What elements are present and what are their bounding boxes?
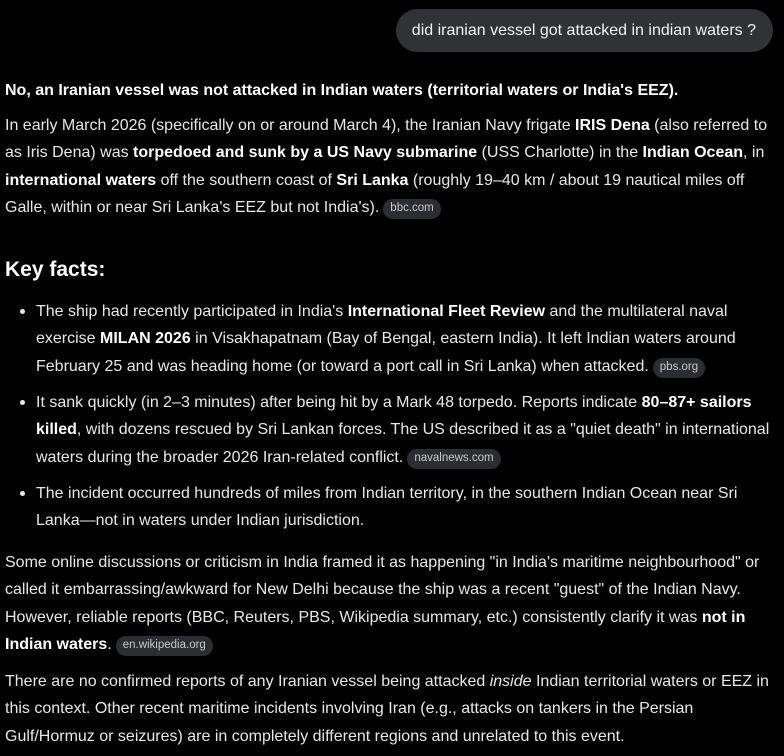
fact-1-text-3: in Visakhapatnam (Bay of Bengal, eastern India). It left Indian waters around February 25 and was heading home (or toward a port call in Sri Lanka) when attacked. bbox=[36, 330, 736, 375]
intro-text-3: (USS Charlotte) in the bbox=[477, 144, 643, 161]
intro-text-5: off the southern coast of bbox=[156, 171, 337, 189]
intro-text-6: (roughly 19–40 km / about 19 nautical miles off Galle, within or near Sri Lanka's EEZ but not India's). bbox=[5, 171, 745, 216]
source-chip-wikipedia[interactable]: en.wikipedia.org bbox=[116, 636, 213, 656]
intro-bold-international-waters: international waters bbox=[5, 171, 157, 189]
user-message-row bbox=[396, 9, 773, 52]
answer-lead bbox=[5, 77, 777, 105]
fact-2-bold-sailors-killed: 80–87+ sailors killed bbox=[36, 393, 752, 438]
intro-paragraph bbox=[5, 112, 777, 222]
key-fact-item bbox=[5, 298, 777, 381]
answer-lead-text: No, an Iranian vessel was not attacked in Indian waters (territorial waters or India's EEZ). bbox=[5, 82, 679, 99]
para3-text-1: There are no confirmed reports of any Iranian vessel being attacked bbox=[5, 672, 490, 690]
intro-bold-ship-name: IRIS Dena bbox=[575, 116, 650, 134]
conclusion-paragraph bbox=[5, 668, 777, 751]
key-fact-item bbox=[5, 480, 777, 535]
intro-bold-sri-lanka: Sri Lanka bbox=[336, 171, 409, 189]
intro-bold-torpedoed: torpedoed and sunk by a US Navy submarine bbox=[133, 144, 478, 161]
para2-bold-not-in-indian-waters: not in Indian waters bbox=[5, 608, 746, 653]
intro-text-2: (also referred to as Iris Dena) was bbox=[5, 116, 768, 161]
key-fact-item bbox=[5, 389, 777, 472]
fact-1-bold-fleet-review: International Fleet Review bbox=[347, 302, 546, 320]
para2-text-1: Some online discussions or criticism in India framed it as happening "in India's maritime neighbourhood" or called it embarrassing/awkward for New Delhi because the ship was a recent "guest" of the Indian Navy. However, reliable reports (BBC, Reuters, PBS, Wikipedia summary, etc.) consistently clarify it was bbox=[5, 553, 760, 626]
intro-text-1: In early March 2026 (specifically on or around March 4), the Iranian Navy frigate bbox=[5, 116, 576, 134]
para3-text-2: Indian territorial waters or EEZ in this context. Other recent maritime incidents involving Iran (e.g., attacks on tankers in the Persian Gulf/Hormuz or seizures) are in completely different regions and unrelated to this event. bbox=[5, 672, 769, 745]
intro-text-4: , in bbox=[743, 144, 765, 161]
intro-bold-indian-ocean: Indian Ocean bbox=[642, 144, 744, 161]
criticism-paragraph bbox=[5, 549, 777, 659]
key-facts-heading: Key facts: bbox=[5, 257, 106, 281]
assistant-response bbox=[5, 77, 777, 750]
fact-3-text: The incident occurred hundreds of miles from Indian territory, in the southern Indian Ocean near Sri Lanka—not in waters under Indian jurisdiction. bbox=[36, 484, 738, 529]
para3-italic-inside: inside bbox=[489, 672, 532, 690]
source-chip-navalnews[interactable]: navalnews.com bbox=[407, 449, 500, 469]
fact-2-text-1: It sank quickly (in 2–3 minutes) after being hit by a Mark 48 torpedo. Reports indicate bbox=[36, 393, 642, 411]
para2-text-2: . bbox=[107, 636, 112, 653]
user-message-bubble: did iranian vessel got attacked in indian waters ? bbox=[396, 9, 773, 52]
source-chip-bbc[interactable]: bbc.com bbox=[383, 199, 440, 219]
fact-1-bold-milan: MILAN 2026 bbox=[100, 330, 191, 347]
fact-2-text-2: , with dozens rescued by Sri Lankan forces. The US described it as a "quiet death" in international waters during the broader 2026 Iran-related conflict. bbox=[36, 421, 770, 466]
source-chip-pbs[interactable]: pbs.org bbox=[653, 358, 705, 378]
fact-1-text-1: The ship had recently participated in India's bbox=[36, 302, 348, 320]
key-facts-list bbox=[5, 298, 777, 535]
fact-1-text-2: and the multilateral naval exercise bbox=[36, 302, 728, 347]
